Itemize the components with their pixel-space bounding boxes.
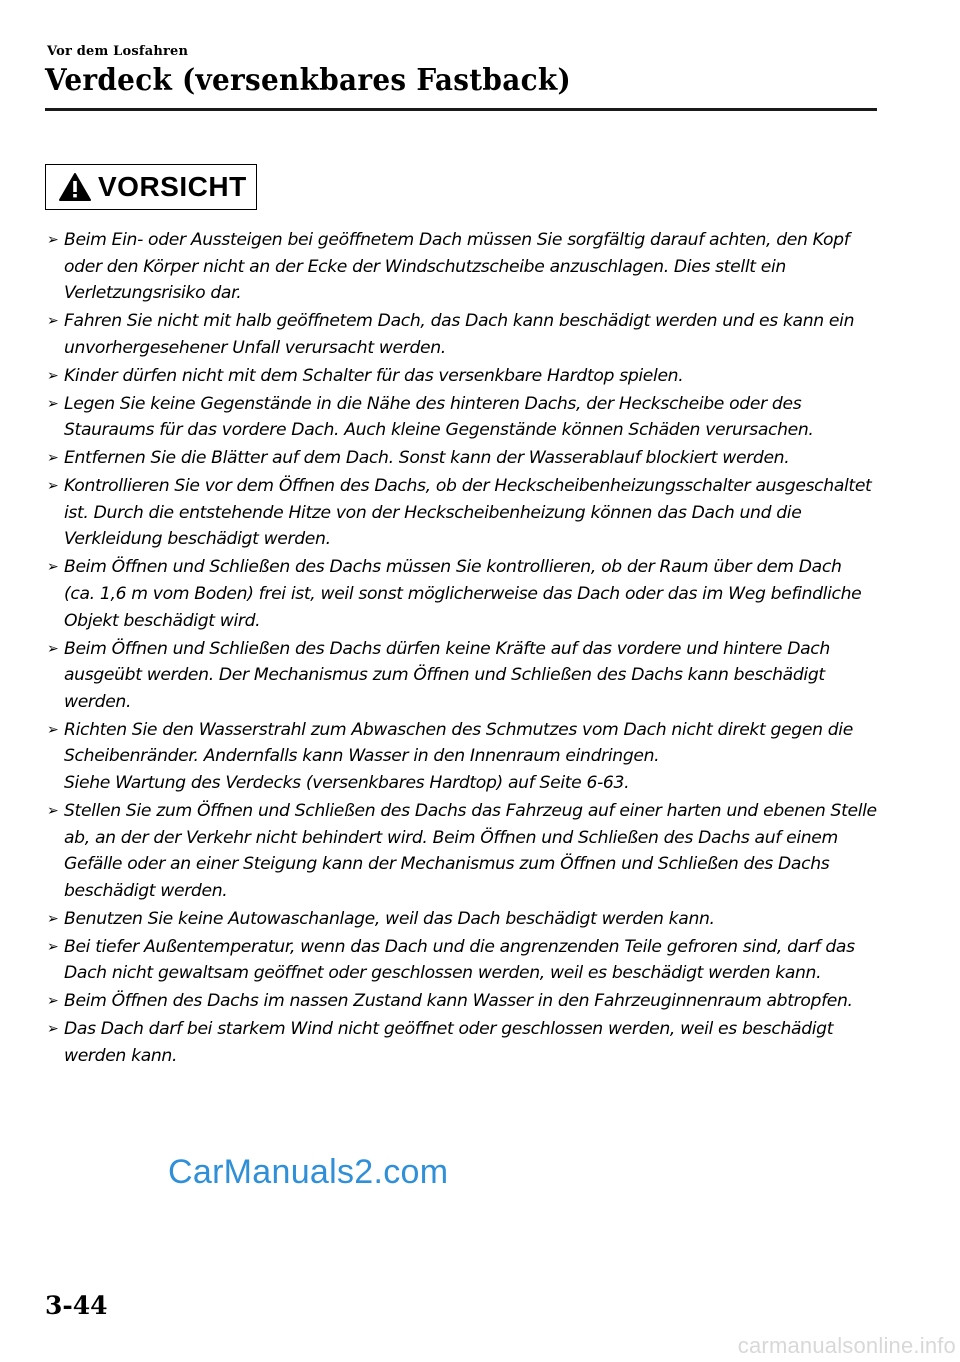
list-item	[47, 906, 877, 933]
section-label: Vor dem Losfahren	[47, 44, 189, 59]
list-item	[47, 1016, 877, 1069]
arrow-bullet-icon: ➢	[47, 802, 59, 819]
list-item-text: Kinder dürfen nicht mit dem Schalter für das versenkbare Hardtop spielen.	[64, 365, 684, 386]
list-item	[47, 391, 877, 444]
warning-label: VORSICHT	[98, 171, 247, 202]
arrow-bullet-icon: ➢	[47, 910, 59, 927]
footer-site-text: carmanualsonline.info	[737, 1333, 956, 1358]
arrow-bullet-icon: ➢	[47, 993, 59, 1010]
list-item-text: Beim Öffnen und Schließen des Dachs dürfen keine Kräfte auf das vordere und hintere Dach ausgeübt werden. Der Mechanismus zum Öffnen und Schließen des Dachs kann beschädigt werden.	[64, 638, 830, 712]
arrow-bullet-icon: ➢	[47, 938, 59, 955]
arrow-bullet-icon: ➢	[47, 232, 59, 248]
arrow-bullet-icon: ➢	[47, 1021, 59, 1038]
list-item-text: Beim Öffnen und Schließen des Dachs müssen Sie kontrollieren, ob der Raum über dem Dach (ca. 1,6 m vom Boden) frei ist, weil sonst möglicherweise das Dach oder das im Weg befindliche Objekt beschädigt wird.	[64, 557, 862, 631]
list-item	[47, 308, 877, 361]
list-item-text: Benutzen Sie keine Autowaschanlage, weil das Dach beschädigt werden kann.	[64, 908, 715, 929]
list-item-text: Kontrollieren Sie vor dem Öffnen des Dachs, ob der Heckscheibenheizungsschalter ausgeschaltet ist. Durch die entstehende Hitze von der Heckscheibenheizung können das Dach und die Verkleidung beschädigt werden.	[64, 476, 872, 550]
arrow-bullet-icon: ➢	[47, 367, 59, 384]
list-item-text: Beim Ein- oder Aussteigen bei geöffnetem Dach müssen Sie sorgfältig darauf achten, den Kopf oder den Körper nicht an der Ecke der Windschutzscheibe anzuschlagen. Dies stellt ein Verletzungsrisiko dar.	[64, 230, 850, 304]
list-item-text: Beim Öffnen des Dachs im nassen Zustand kann Wasser in den Fahrzeuginnenraum abtropfen.	[64, 991, 853, 1012]
list-item	[47, 934, 877, 987]
arrow-bullet-icon: ➢	[47, 395, 59, 412]
list-item-text: Bei tiefer Außentemperatur, wenn das Dach und die angrenzenden Teile gefroren sind, darf das Dach nicht gewaltsam geöffnet oder geschlossen werden, weil es beschädigt werden kann.	[64, 936, 855, 984]
list-item-text: Das Dach darf bei starkem Wind nicht geöffnet oder geschlossen werden, weil es beschädigt werden kann.	[64, 1019, 834, 1066]
arrow-bullet-icon: ➢	[47, 313, 59, 330]
list-item	[47, 445, 877, 472]
watermark-logo: CarManuals2.com	[168, 1153, 449, 1191]
arrow-bullet-icon: ➢	[47, 559, 59, 576]
title-rule	[45, 108, 877, 111]
list-item	[47, 988, 877, 1015]
list-item	[47, 554, 877, 634]
warning-triangle-icon	[58, 172, 92, 202]
arrow-bullet-icon: ➢	[47, 640, 59, 657]
arrow-bullet-icon: ➢	[47, 450, 59, 467]
page-number: 3-44	[45, 1291, 108, 1320]
list-item	[47, 227, 877, 307]
page-title: Verdeck (versenkbares Fastback)	[45, 63, 571, 98]
list-item-text: Fahren Sie nicht mit halb geöffnetem Dach, das Dach kann beschädigt werden und es kann ein unvorhergesehener Unfall verursacht werden.	[64, 311, 855, 358]
list-item	[47, 636, 877, 716]
list-item	[47, 798, 877, 904]
list-item-text: Legen Sie keine Gegenstände in die Nähe des hinteren Dachs, der Heckscheibe oder des Stauraums für das vordere Dach. Auch kleine Gegenstände können Schäden verursachen.	[64, 393, 814, 441]
list-item-text: Richten Sie den Wasserstrahl zum Abwaschen des Schmutzes vom Dach nicht direkt gegen die Scheibenränder. Andernfalls kann Wasser in den Innenraum eindringen. Siehe Wartung des Verdecks (versenkbares Hardtop) auf Seite 6-63.	[64, 719, 853, 793]
warning-list	[47, 227, 877, 1071]
arrow-bullet-icon: ➢	[47, 478, 59, 495]
list-item-text: Entfernen Sie die Blätter auf dem Dach. Sonst kann der Wasserablauf blockiert werden.	[64, 448, 790, 469]
list-item	[47, 473, 877, 553]
arrow-bullet-icon: ➢	[47, 721, 59, 738]
list-item	[47, 717, 877, 797]
warning-header	[45, 164, 257, 210]
list-item	[47, 363, 877, 390]
list-item-text: Stellen Sie zum Öffnen und Schließen des Dachs das Fahrzeug auf einer harten und ebenen Stelle ab, an der der Verkehr nicht behindert wird. Beim Öffnen und Schließen des Dachs auf einem Gefälle oder an einer Steigung kann der Mechanismus zum Öffnen und Schließen des Dachs beschädigt werden.	[64, 800, 877, 901]
